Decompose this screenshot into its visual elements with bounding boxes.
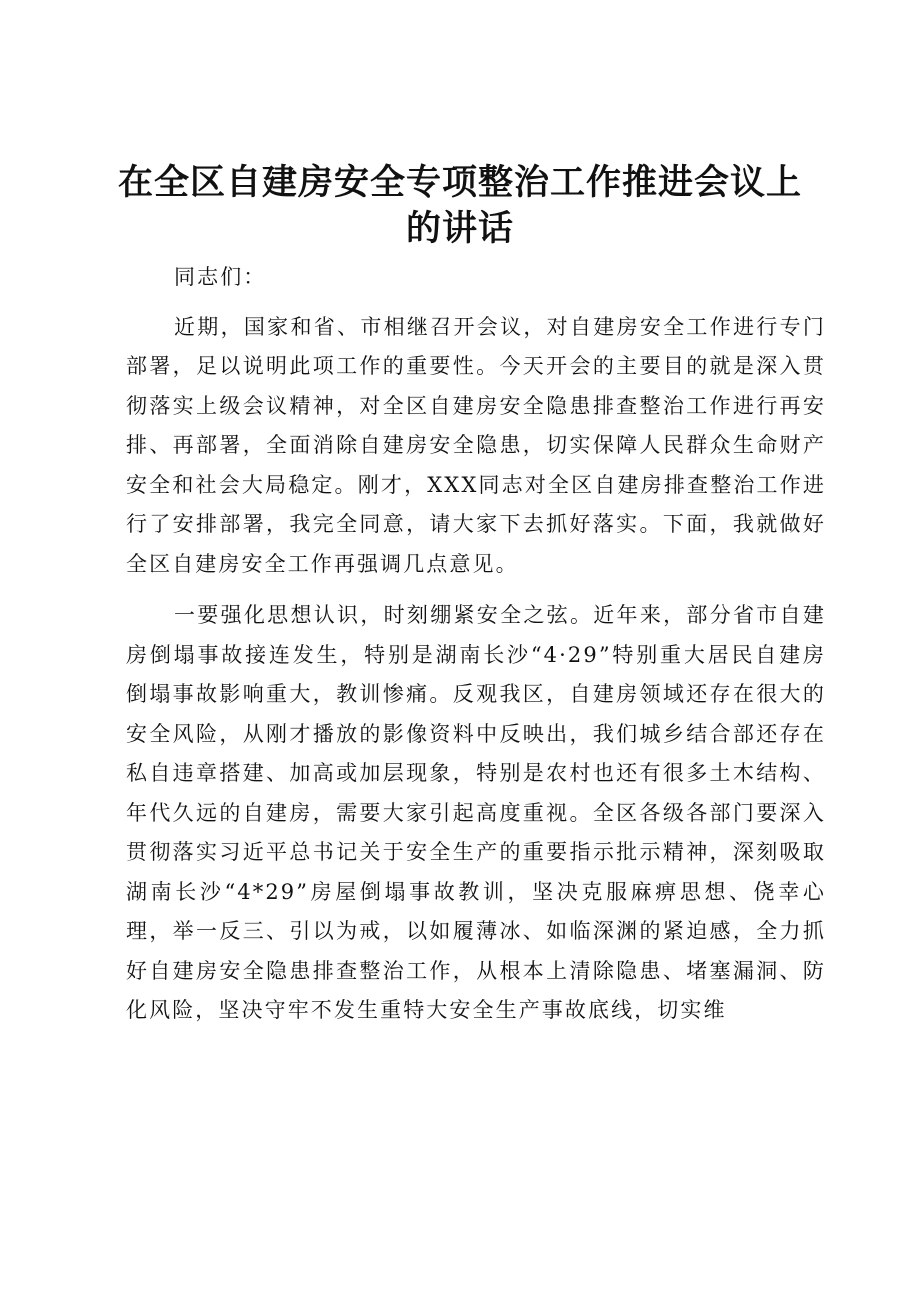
title-line-1: 在全区自建房安全专项整治工作推进会议上 xyxy=(117,163,802,203)
paragraph-intro: 近期，国家和省、市相继召开会议，对自建房安全工作进行专门部署，足以说明此项工作的重要性。今天开会的主要目的就是深入贯彻落实上级会议精神，对全区自建房安全隐患排查整治工作进行再安排、再部署，全面消除自建房安全隐患，切实保障人民群众生命财产安全和社会大局稳定。刚才，XXX同志对全区自建房排查整治工作进行了安排部署，我完全同意，请大家下去抓好落实。下面，我就做好全区自建房安全工作再强调几点意见。 xyxy=(126,314,826,576)
salutation: 同志们： xyxy=(174,265,267,289)
document-title xyxy=(100,160,820,252)
document-body xyxy=(126,258,826,1031)
paragraph-point-one: 一要强化思想认识，时刻绷紧安全之弦。近年来，部分省市自建房倒塌事故接连发生，特别是湖南长沙“4·29”特别重大居民自建房倒塌事故影响重大，教训惨痛。反观我区，自建房领域还存在很大的安全风险，从刚才播放的影像资料中反映出，我们城乡结合部还存在私自违章搭建、加高或加层现象，特别是农村也还有很多土木结构、年代久远的自建房，需要大家引起高度重视。全区各级各部门要深入贯彻落实习近平总书记关于安全生产的重要指示批示精神，深刻吸取湖南长沙“4*29”房屋倒塌事故教训，坚决克服麻痹思想、侥幸心理，举一反三、引以为戒，以如履薄冰、如临深渊的紧迫感，全力抓好自建房安全隐患排查整治工作，从根本上清除隐患、堵塞漏洞、防化风险，坚决守牢不发生重特大安全生产事故底线，切实维 xyxy=(126,603,826,1022)
title-line-2: 的讲话 xyxy=(405,209,514,249)
